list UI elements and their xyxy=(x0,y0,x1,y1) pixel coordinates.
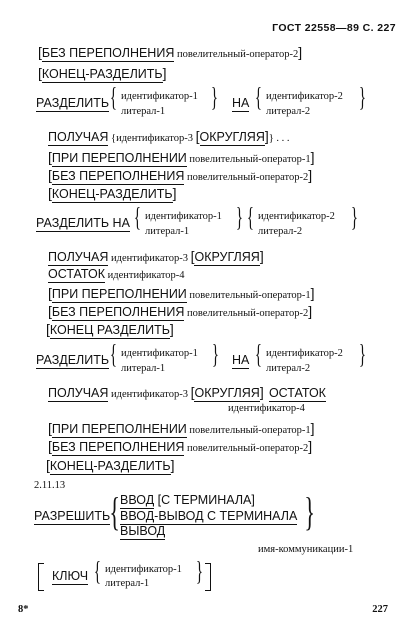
block2-na: НА xyxy=(232,96,250,110)
block4-end: [КОНЕЦ-РАЗДЕЛИТЬ] xyxy=(46,457,175,473)
block5-opt3: ВЫВОД xyxy=(120,524,166,538)
key-keyword: КЛЮЧ xyxy=(52,569,89,583)
block5-comm-name: имя-коммуникации-1 xyxy=(258,544,354,555)
block3-not-overflow: [БЕЗ ПЕРЕПОЛНЕНИЯ повелительный-оператор-2] xyxy=(48,303,313,319)
block3-verb: РАЗДЕЛИТЬ НА xyxy=(36,216,130,230)
block4-id4: идентификатор-4 xyxy=(228,403,305,414)
block5-verb: РАЗРЕШИТЬ xyxy=(34,509,111,523)
page-header: ГОСТ 22558—89 С. 227 xyxy=(272,22,396,34)
block4-opt1a: идентификатор-1 xyxy=(121,348,198,359)
block3-opt2a: идентификатор-2 xyxy=(258,211,335,222)
block2-brace-l1: { xyxy=(109,82,118,112)
block3-end: [КОНЕЦ РАЗДЕЛИТЬ] xyxy=(46,321,174,337)
key-opt-a: идентификатор-1 xyxy=(105,564,182,575)
block4-brace-r2: } xyxy=(358,339,367,369)
block4-brace-l1: { xyxy=(109,339,118,369)
block2-brace-r1: } xyxy=(210,82,219,112)
block2-giving-line: ПОЛУЧАЯ {идентификатор-3 [ОКРУГЛЯЯ]} . . . xyxy=(48,128,290,144)
block2-opt2a: идентификатор-2 xyxy=(266,91,343,102)
block2-end: [КОНЕЦ-РАЗДЕЛИТЬ] xyxy=(48,185,177,201)
block4-brace-l2: { xyxy=(254,339,263,369)
block5-brace-r: } xyxy=(304,489,315,534)
block3-opt2b: литерал-2 xyxy=(258,226,303,237)
key-brace-l: { xyxy=(93,556,102,586)
block1-line1: [БЕЗ ПЕРЕПОЛНЕНИЯ повелительный-оператор-2] xyxy=(38,44,303,60)
block3-brace-r1: } xyxy=(235,202,244,232)
block3-opt1a: идентификатор-1 xyxy=(145,211,222,222)
block3-giving-line: ПОЛУЧАЯ идентификатор-3 [ОКРУГЛЯЯ] xyxy=(48,248,264,264)
block3-brace-r2: } xyxy=(350,202,359,232)
block2-verb: РАЗДЕЛИТЬ xyxy=(36,96,110,110)
block4-giving-line: ПОЛУЧАЯ идентификатор-3 [ОКРУГЛЯЯ] ОСТАТОК xyxy=(48,384,326,400)
block5-opt1: ВВОД [С ТЕРМИНАЛА] xyxy=(120,493,255,507)
block2-brace-r2: } xyxy=(358,82,367,112)
block4-opt2b: литерал-2 xyxy=(266,363,311,374)
block4-not-overflow: [БЕЗ ПЕРЕПОЛНЕНИЯ повелительный-оператор-2] xyxy=(48,438,313,454)
block2-on-overflow: [ПРИ ПЕРЕПОЛНЕНИИ повелительный-оператор-1] xyxy=(48,149,315,165)
without-overflow-keyword: БЕЗ ПЕРЕПОЛНЕНИЯ xyxy=(41,46,175,60)
block2-not-overflow: [БЕЗ ПЕРЕПОЛНЕНИЯ повелительный-оператор-2] xyxy=(48,167,313,183)
block3-remainder: ОСТАТОК идентификатор-4 xyxy=(48,267,185,281)
block4-opt1b: литерал-1 xyxy=(121,363,166,374)
page-number: 227 xyxy=(372,604,388,615)
block3-brace-l1: { xyxy=(133,202,142,232)
block5-brace-l: { xyxy=(109,489,120,534)
key-bracket-r xyxy=(205,563,211,591)
section-number: 2.11.13 xyxy=(34,480,66,491)
block5-opt2: ВВОД-ВЫВОД С ТЕРМИНАЛА xyxy=(120,509,298,523)
block2-opt1a: идентификатор-1 xyxy=(121,91,198,102)
block4-brace-r1: } xyxy=(211,339,220,369)
footer-left: 8* xyxy=(18,604,29,615)
block3-brace-l2: { xyxy=(246,202,255,232)
block4-on-overflow: [ПРИ ПЕРЕПОЛНЕНИИ повелительный-оператор-1] xyxy=(48,420,315,436)
block4-verb: РАЗДЕЛИТЬ xyxy=(36,353,110,367)
block3-on-overflow: [ПРИ ПЕРЕПОЛНЕНИИ повелительный-оператор-1] xyxy=(48,285,315,301)
block3-opt1b: литерал-1 xyxy=(145,226,190,237)
key-opt-b: литерал-1 xyxy=(105,578,150,589)
block2-brace-l2: { xyxy=(254,82,263,112)
block1-line2: [КОНЕЦ-РАЗДЕЛИТЬ] xyxy=(38,65,167,81)
block4-opt2a: идентификатор-2 xyxy=(266,348,343,359)
key-bracket-l xyxy=(38,563,44,591)
block2-opt1b: литерал-1 xyxy=(121,106,166,117)
end-divide-keyword: КОНЕЦ-РАЗДЕЛИТЬ xyxy=(41,67,163,81)
block2-opt2b: литерал-2 xyxy=(266,106,311,117)
block4-na: НА xyxy=(232,353,250,367)
key-brace-r: } xyxy=(195,556,204,586)
